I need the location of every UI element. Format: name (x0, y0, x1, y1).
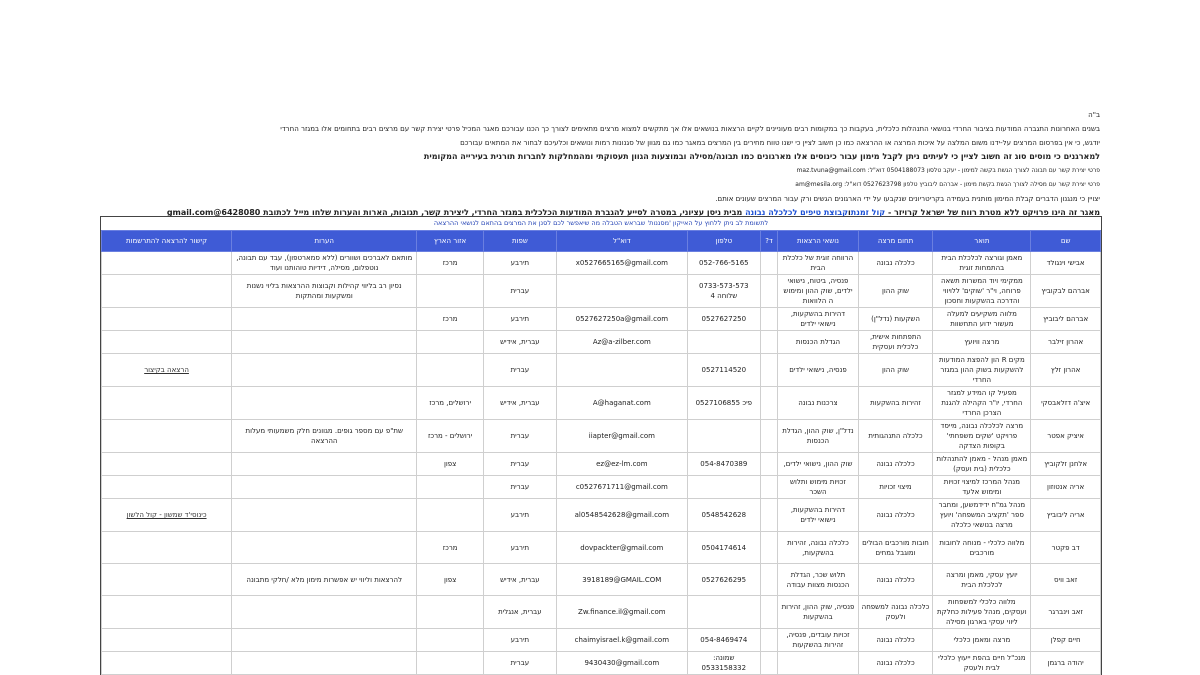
table-cell: מנהל המרכז למיצוי זכויות ומימוש אלעד (933, 476, 1031, 499)
intro-section (100, 108, 1100, 220)
table-cell (417, 499, 484, 532)
table-row (102, 331, 1101, 354)
table-cell: מרכז (417, 532, 484, 564)
table-cell: כלכלה נבונה (858, 652, 933, 675)
table-cell (102, 308, 232, 331)
table-cell (102, 532, 232, 564)
table-cell: זהירות בהשקעות (858, 387, 933, 420)
lecture-link[interactable]: כינוסי'ד שמשון - קול הלשון (126, 511, 207, 519)
table-cell: מקים R הון להפצת המודעות להשקעות בשוק ההון במגזר החרדי (933, 354, 1031, 387)
table-cell (760, 564, 778, 596)
table-cell (760, 499, 778, 532)
table-cell (760, 308, 778, 331)
table-cell (232, 387, 417, 420)
table-row (102, 476, 1101, 499)
table-cell (102, 252, 232, 275)
table-cell: צפון (417, 453, 484, 476)
table-cell: שת"פ עם מספר גופים. מגוונים חלק משמעותי מעלות ההרצאה (232, 420, 417, 453)
table-cell: תירבע (483, 532, 556, 564)
table-cell: מאמן מנהל - מאמן להתנהלות כלכלית (בית ועסק) (933, 453, 1031, 476)
table-cell (778, 652, 858, 675)
table-cell: הגדלת הכנסות (778, 331, 858, 354)
table-cell: עברית, אידיש (483, 331, 556, 354)
table-cell (687, 476, 760, 499)
table-cell[interactable]: 3918189@GMAIL.COM (556, 564, 687, 596)
table-cell: 052-766-5165 (687, 252, 760, 275)
table-cell: מרצה לכלכלה נבונה, מייסד פרויקט 'שקים משפחתי' בקופות הצדקה (933, 420, 1031, 453)
table-cell: עברית (483, 652, 556, 675)
table-row (102, 629, 1101, 652)
table-row (102, 453, 1101, 476)
table-cell: מאמן וגורצה לכלכלת הבית בהתמחות זוגית (933, 252, 1031, 275)
table-cell: מלווה כלכלי - מנוחה לחובות מורכבים (933, 532, 1031, 564)
table-cell (232, 532, 417, 564)
table-cell (687, 596, 760, 629)
column-header[interactable]: שם (1031, 231, 1101, 252)
table-cell: 054-8469474 (687, 629, 760, 652)
intro-line-1: בשנים האחרונות התגברה המודעות בציבור החרדי בנושאי התנהלות כלכלית, בעקבות כך במקומות רבים מעוניינים לקיים הרצאות בנושאים אלו אך מתקשים למצוא מרצים מתאימים לצורך כך הכנו עבורכם מאגר המכיל פרטי יצירת קשר עם מרצים רבים בתחומים אלו במגזר החרדי (280, 125, 1100, 133)
column-header[interactable]: קישור להרצאה להתרשמות (102, 231, 232, 252)
table-cell (102, 387, 232, 420)
table-cell: דהירות בהשקעות, נישואי ילדים (778, 308, 858, 331)
table-cell: עברית (483, 420, 556, 453)
table-row (102, 499, 1101, 532)
table-cell[interactable]: A@haganat.com (556, 387, 687, 420)
table-cell: ירושלים, מרכז (417, 387, 484, 420)
table-cell[interactable]: Az@a-zilber.com (556, 331, 687, 354)
table-cell: חיים קפלן (1031, 629, 1101, 652)
intro-line-5: פרטי יצירת קשר עם מסילה לצורך הגשת בקשת מימון - אברהם ליבוביץ טלפון 0527623798 דוא"ל: am@mesila.org (795, 181, 1100, 188)
table-cell: 054-8470389 (687, 453, 760, 476)
table-row (102, 532, 1101, 564)
column-header[interactable]: הערות (232, 231, 417, 252)
table-cell: אריה אנטוזון (1031, 476, 1101, 499)
table-cell: 0504174614 (687, 532, 760, 564)
column-header[interactable]: אזור הארץ (417, 231, 484, 252)
table-cell: מפעיל קו המידע למגזר החרדי, יו"ר הקהילה להגנת הצרכן החרדי (933, 387, 1031, 420)
table-cell (102, 331, 232, 354)
document-body (100, 108, 1100, 672)
table-cell: כלכלה נבונה, זהירות בהשקעות, (778, 532, 858, 564)
table-cell: שוק ההון (858, 275, 933, 308)
table-cell (556, 275, 687, 308)
table-cell: מרכז (417, 252, 484, 275)
table-cell: איצ'ה דזלאבסקי (1031, 387, 1101, 420)
table-cell: פיכ 0527106855 (687, 387, 760, 420)
table-cell (760, 532, 778, 564)
table-cell[interactable]: x0527665165@gmail.com (556, 252, 687, 275)
lecturers-table (101, 230, 1101, 675)
column-header[interactable]: דוא"ל (556, 231, 687, 252)
table-cell[interactable]: chaimyisrael.k@gmail.com (556, 629, 687, 652)
table-cell[interactable]: al0548542628@gmail.com (556, 499, 687, 532)
table-cell: עברית (483, 453, 556, 476)
table-row (102, 387, 1101, 420)
kol-zmanat-link[interactable]: קול זמנת (850, 208, 886, 217)
table-cell: כלכלה נבונה (858, 252, 933, 275)
table-cell: תירבע (483, 499, 556, 532)
table-cell: מותאם לאברכים ושוורים (ללא סמארטפון), עבד עם תבונה, נוטפלום, מסילה, דידיות טוהותנו ועוד (232, 252, 417, 275)
table-row (102, 596, 1101, 629)
table-cell: נדל"ן, שוק ההון, הגדלת הכנסות (778, 420, 858, 453)
table-cell (232, 476, 417, 499)
table-cell (102, 354, 232, 387)
table-row (102, 354, 1101, 387)
table-cell (760, 629, 778, 652)
table-body (102, 252, 1101, 675)
table-cell: נסיון רב בליווי קהילות וקבוצות ההרצאות בליוי נשנות ומשקעות ומהתקות (232, 275, 417, 308)
conjunction: ו (848, 208, 851, 217)
table-cell: כלכלה נבונה (858, 564, 933, 596)
table-cell[interactable]: dovpackter@gmail.com (556, 532, 687, 564)
table-cell (102, 629, 232, 652)
table-cell: 0527627250 (687, 308, 760, 331)
project-credit-contact: מבית ניסן עציוני, במטרה לסייע להגברת המודעות הכלכלית במגזר החרדי, ליצירת קשר, תגובות, הארות והערות שלחו מייל לכתובת gmail.com@6428080 (166, 208, 743, 217)
table-row (102, 564, 1101, 596)
table-cell (102, 275, 232, 308)
table-row (102, 652, 1101, 675)
table-row (102, 252, 1101, 275)
table-cell (687, 420, 760, 453)
table-cell: התפתחות אישית, כלכלית ועסקית (858, 331, 933, 354)
table-cell: זכויות עובדים, פנסיה, זהירות בהשקעות (778, 629, 858, 652)
table-cell (417, 629, 484, 652)
table-cell: שוק ההון (858, 354, 933, 387)
table-cell: פנסיה, שוק ההון, זהירות בהשקעות (778, 596, 858, 629)
table-cell (102, 420, 232, 453)
table-cell (102, 652, 232, 675)
intro-line-2: יודגש, כי אין בפרסום המרצים על-ידנו משום המלצה על איכות המרצה או ההרצאה כמו כן חשוב לציין כי ישנו טווח מחירים בין המרצים במאגר כמו גם מגוון של סגנונות רמות ונושאים וכלעיכם לבחור את המתאים עבורכם (460, 139, 1100, 147)
table-cell: השקעות (נדל"ן) (858, 308, 933, 331)
table-cell: מלווה כלכלי למשפחות ועסקים, מנהל פעילות כחלקת ליווי עסקי בארגון מסילה (933, 596, 1031, 629)
table-cell (232, 331, 417, 354)
table-cell: מרכז (417, 308, 484, 331)
table-cell (760, 387, 778, 420)
table-cell: אלחנן זלקוביץ (1031, 453, 1101, 476)
table-cell (556, 354, 687, 387)
table-cell (760, 275, 778, 308)
table-cell: עברית (483, 476, 556, 499)
table-cell: מרצה ומאמן כלכלי (933, 629, 1031, 652)
table-cell: כלכלה נבונה למשפחה ולעסק (858, 596, 933, 629)
table-cell: מנהל גמ"ח ידידמשען, ומחבר ספר 'תקציב המשפחה' ויועץ מרצה בנושאי כלכלה (933, 499, 1031, 532)
table-cell: אברהם ליבוביץ (1031, 308, 1101, 331)
table-cell: פנסיה, נישואי ילדים (778, 354, 858, 387)
table-cell[interactable]: ez@ez-lm.com (556, 453, 687, 476)
column-header[interactable]: טלפון (687, 231, 760, 252)
intro-line-4: פרטי יצירת קשר עם תבונה לצורך הגשת בקשה למימון - יעקב טלסון 0504188073 דוא"ל: maz.tvuna@gmail.com (796, 167, 1100, 174)
table-cell (417, 652, 484, 675)
table-cell (760, 354, 778, 387)
table-cell: מיצוי זכויות (858, 476, 933, 499)
table-cell: 0733-573-573 שלוחה 4 (687, 275, 760, 308)
table-cell: ירושלים - מרכז (417, 420, 484, 453)
table-cell: זכויות מימוש ותלוש השכר (778, 476, 858, 499)
table-cell: שמונה: 0533158332 (687, 652, 760, 675)
table-cell: דהירות בהשקעות, נישואי ילדים (778, 499, 858, 532)
table-cell[interactable]: Zw.finance.il@gmail.com (556, 596, 687, 629)
table-cell: יועץ עסקי, מאמן ומרצה לכלכלת הבית (933, 564, 1031, 596)
table-cell: עברית (483, 275, 556, 308)
table-cell (102, 499, 232, 532)
column-header[interactable]: ד? (760, 231, 778, 252)
table-cell (417, 476, 484, 499)
bh-mark: ב"ה (1088, 111, 1100, 119)
intro-line-6: יצויין כי מנגנון הדברים קבלת המימון מותנית בעמידה בקריטריונים שנקבעו על ידי הארגונים הגשים ורק עבור המרצים שעונים אותם. (715, 195, 1100, 203)
column-header[interactable]: נושאי הרצאות (778, 231, 858, 252)
table-cell (760, 453, 778, 476)
table-cell: 0548542628 (687, 499, 760, 532)
table-cell: כלכלה נבונה (858, 499, 933, 532)
table-cell (232, 453, 417, 476)
table-cell (687, 331, 760, 354)
table-row (102, 420, 1101, 453)
table-cell: אהרון זלץ (1031, 354, 1101, 387)
table-cell (232, 652, 417, 675)
table-cell (102, 564, 232, 596)
project-credit: מאגר זה הינו פרויקט ללא מטרת רווח של ישראל קרויזר - (887, 208, 1100, 217)
column-header[interactable]: תואר (933, 231, 1031, 252)
table-cell: כלכלה התנהגותית (858, 420, 933, 453)
table-cell: 0527626295 (687, 564, 760, 596)
table-cell: אבישי וינגולד (1031, 252, 1101, 275)
table-cell: עברית (483, 354, 556, 387)
table-cell: כלכלה נבונה (858, 629, 933, 652)
table-cell: זאב וינברגר (1031, 596, 1101, 629)
table-cell (232, 499, 417, 532)
table-cell: 0527114520 (687, 354, 760, 387)
table-cell (760, 476, 778, 499)
table-cell[interactable]: c0527671711@gmail.com (556, 476, 687, 499)
table-cell[interactable]: 0527627250a@gmail.com (556, 308, 687, 331)
table-cell: צרכנות נבונה (778, 387, 858, 420)
table-cell: דב פקטר (1031, 532, 1101, 564)
table-cell: יהודה ברגמן (1031, 652, 1101, 675)
table-cell (760, 252, 778, 275)
table-header-row (102, 231, 1101, 252)
table-cell: צפון (417, 564, 484, 596)
table-cell (760, 652, 778, 675)
table-cell (102, 476, 232, 499)
table-row (102, 275, 1101, 308)
table-cell[interactable]: 9430430@gmail.com (556, 652, 687, 675)
table-cell: מלווה משקיעים למעלה מעשור ידוע התחשוות (933, 308, 1031, 331)
table-cell (417, 331, 484, 354)
intro-line-3: למארגנים כי מוסים סוג זה חשוב לציין כי לעיתים ניתן לקבל מימון עבור כינוסים אלו מארגונים כמו תבונה/מסילה ובמוצעות הגוון תעסוקתי ומהמחלקות לחברות תורנית בעירייה המקומית (423, 152, 1100, 161)
table-cell: מנכ"ל חיים בהפת ייעוץ כלכלי לבית ולעסק (933, 652, 1031, 675)
table-cell: פנסיה, ביטוח, נישואי ילדים, שוק ההון ומימוש ה הלוואות (778, 275, 858, 308)
table-cell: כלכלה נבונה (858, 453, 933, 476)
table-cell: ממקימי ויוד המשרות תשאה פרוחה, וי"ר 'שוקים' ללויווי והדרכה בהשקעות וחסכון (933, 275, 1031, 308)
table-cell: תלוש שכר, הגדלת הכנסות מצוות עבודה (778, 564, 858, 596)
table-cell (102, 453, 232, 476)
table-cell: תירבע (483, 629, 556, 652)
table-cell: עברית, אידיש (483, 387, 556, 420)
table-cell (417, 275, 484, 308)
table-cell (102, 596, 232, 629)
table-filter-note: לתשומת לב ניתן ללחוץ על האייקון 'מסננות' שבראש הטבלה מה שיאפשר לכם לסנן את המרצים בהתאם לנושאי ההרצאה (101, 216, 1101, 230)
table-cell (232, 596, 417, 629)
table-cell[interactable]: iiapter@gmail.com (556, 420, 687, 453)
table-cell (232, 308, 417, 331)
table-cell: להרצאות וליווי יש אפשרות מימון מלא /חלקי מתבונה (232, 564, 417, 596)
table-cell: שוק ההון, נישואי ילדים, (778, 453, 858, 476)
table-cell: הרווחה זוגית של כלכלת הבית (778, 252, 858, 275)
table-cell: אהרון זילבר (1031, 331, 1101, 354)
table-cell (760, 420, 778, 453)
table-cell: זאב וויס (1031, 564, 1101, 596)
table-cell: אברהם לבקוביץ (1031, 275, 1101, 308)
lecture-link[interactable]: הרצאה בקיצור (144, 366, 189, 374)
lecturers-table-container (100, 216, 1102, 675)
table-cell (232, 629, 417, 652)
table-cell: מרצה וויועץ (933, 331, 1031, 354)
table-cell (417, 354, 484, 387)
column-header[interactable]: תחום מרצה (858, 231, 933, 252)
table-cell (232, 354, 417, 387)
table-cell: איציק אפטר (1031, 420, 1101, 453)
table-cell (417, 596, 484, 629)
table-cell: תירבע (483, 252, 556, 275)
tips-group-link[interactable]: קבוצת טיפים לכלכלה נבונה (745, 208, 849, 217)
table-row (102, 308, 1101, 331)
table-cell (760, 331, 778, 354)
column-header[interactable]: שפות (483, 231, 556, 252)
table-cell: חובות מורכבים הבולים ומוגבל גמחים (858, 532, 933, 564)
table-cell (760, 596, 778, 629)
table-cell: אריה ליבוביץ (1031, 499, 1101, 532)
table-cell: עברית, אידיש (483, 564, 556, 596)
table-cell: עברית, אנגלית (483, 596, 556, 629)
table-cell: תירבע (483, 308, 556, 331)
